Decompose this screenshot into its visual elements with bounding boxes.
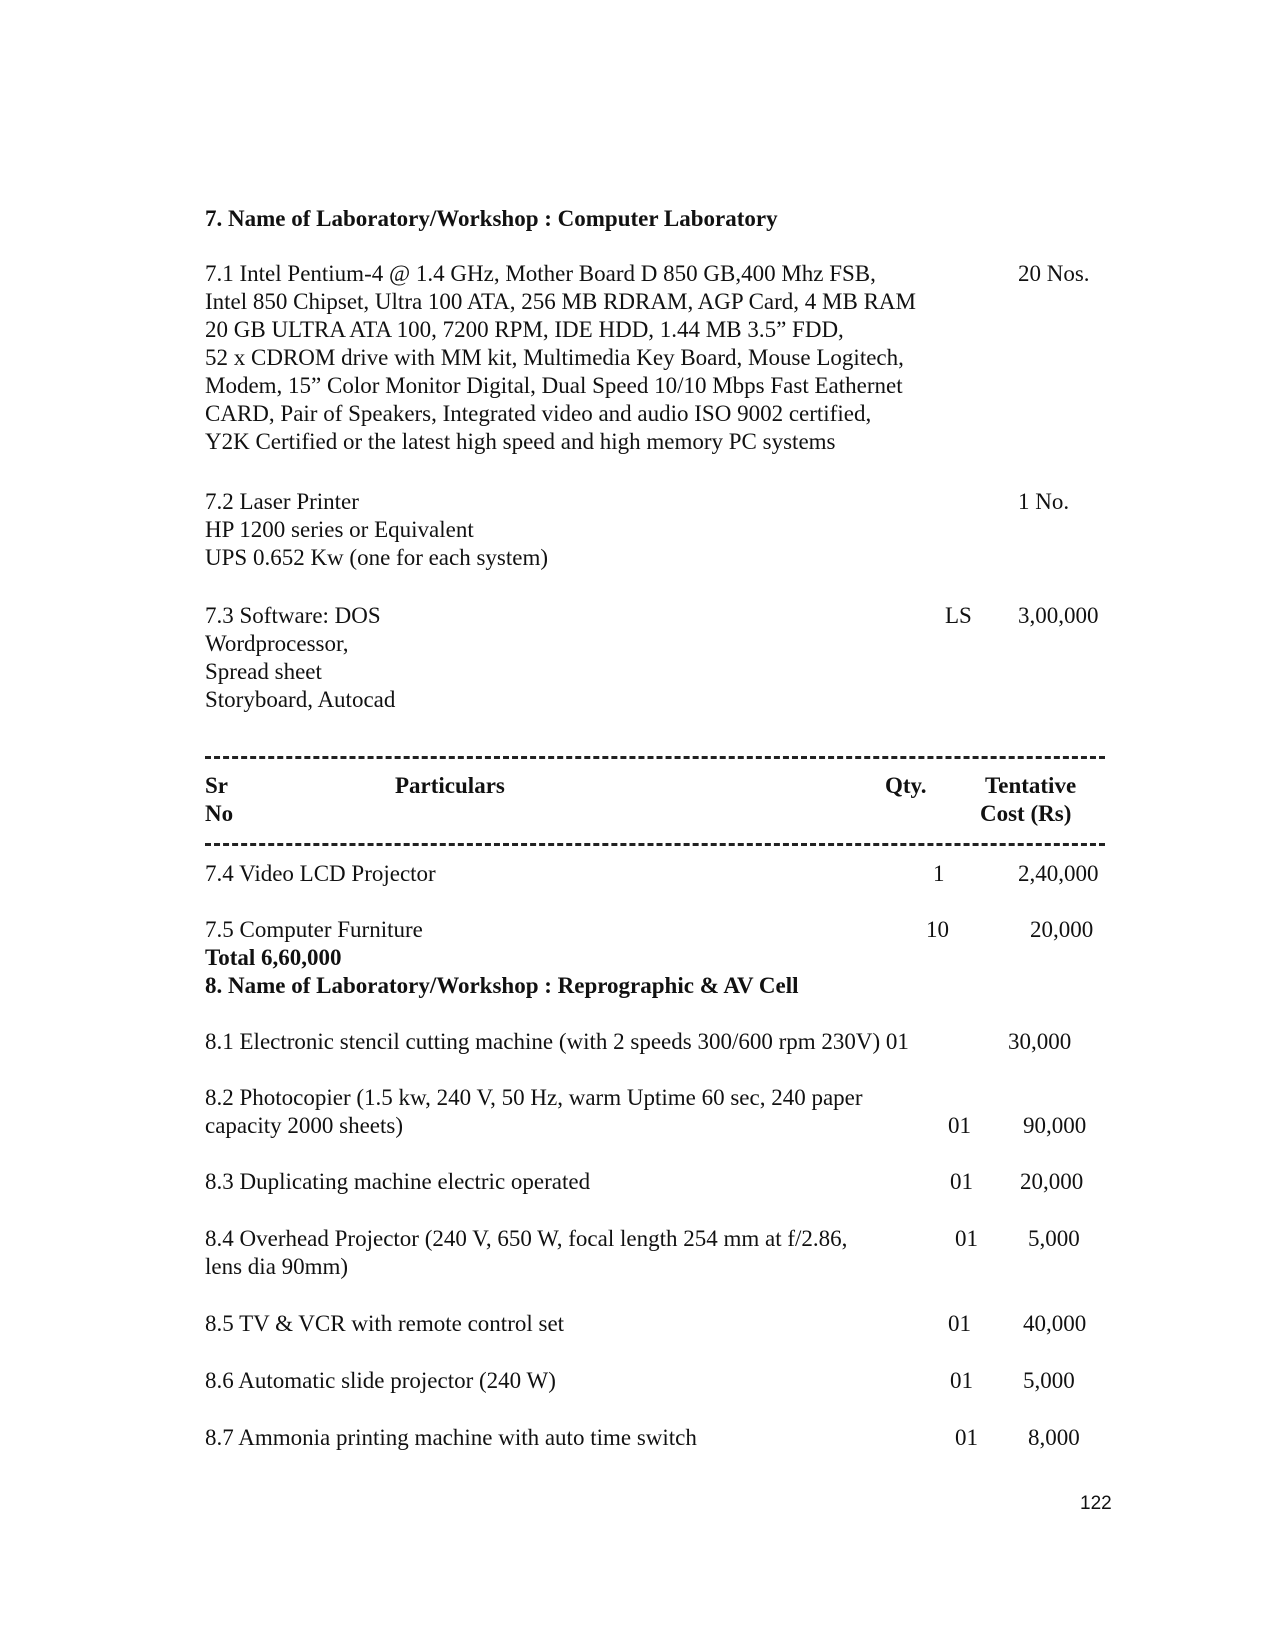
header-particulars: Particulars [395,773,505,798]
dashed-rule-bottom [205,843,1105,846]
dashed-rule-top [205,756,1105,759]
item-7-4-label: 7.4 Video LCD Projector [205,861,436,886]
item-7-3-line: Spread sheet [205,659,322,684]
item-7-3-line: 7.3 Software: DOS [205,603,381,628]
item-7-3-line: Storyboard, Autocad [205,687,396,712]
item-8-5-label: 8.5 TV & VCR with remote control set [205,1311,565,1336]
item-8-7-qty: 01 [955,1425,978,1450]
item-8-2-line: 8.2 Photocopier (1.5 kw, 240 V, 50 Hz, warm Uptime 60 sec, 240 paper [205,1085,863,1110]
header-cost-rs: Cost (Rs) [980,801,1072,826]
item-8-7-cost: 8,000 [1028,1425,1080,1450]
section-7-heading: 7. Name of Laboratory/Workshop : Computer Laboratory [205,206,778,231]
item-8-6-cost: 5,000 [1023,1368,1075,1393]
item-8-3-qty: 01 [950,1169,973,1194]
item-8-4-line: lens dia 90mm) [205,1254,349,1279]
item-8-2-cost: 90,000 [1023,1113,1087,1138]
item-7-1-line: 52 x CDROM drive with MM kit, Multimedia Key Board, Mouse Logitech, [205,345,904,370]
item-7-1-line: Intel 850 Chipset, Ultra 100 ATA, 256 MB RDRAM, AGP Card, 4 MB RAM [205,289,916,314]
item-7-1-line: 20 GB ULTRA ATA 100, 7200 RPM, IDE HDD, 1.44 MB 3.5” FDD, [205,317,844,342]
header-no: No [205,801,234,826]
item-8-4-cost: 5,000 [1028,1226,1080,1251]
item-7-3-cost: 3,00,000 [1018,603,1099,628]
item-8-1-label: 8.1 Electronic stencil cutting machine (with 2 speeds 300/600 rpm 230V) 01 [205,1029,909,1054]
item-8-2-line: capacity 2000 sheets) [205,1113,403,1138]
total-line: Total 6,60,000 [205,945,342,970]
item-8-3-cost: 20,000 [1020,1169,1084,1194]
item-8-6-label: 8.6 Automatic slide projector (240 W) [205,1368,556,1393]
item-7-5-qty: 10 [926,917,949,942]
item-8-1-cost: 30,000 [1008,1029,1072,1054]
item-7-4-qty: 1 [933,861,945,886]
item-8-2-qty: 01 [948,1113,971,1138]
item-7-1-line: Modem, 15” Color Monitor Digital, Dual Speed 10/10 Mbps Fast Eathernet [205,373,903,398]
item-7-3-qty: LS [945,603,972,628]
item-7-2-qty: 1 No. [1018,489,1070,514]
item-7-5-cost: 20,000 [1030,917,1094,942]
header-tentative: Tentative [985,773,1077,798]
page-number: 122 [1080,1493,1112,1514]
item-7-5-label: 7.5 Computer Furniture [205,917,423,942]
item-8-5-cost: 40,000 [1023,1311,1087,1336]
item-8-6-qty: 01 [950,1368,973,1393]
section-8-heading: 8. Name of Laboratory/Workshop : Reprographic & AV Cell [205,973,799,998]
item-7-4-cost: 2,40,000 [1018,861,1099,886]
item-7-1-line: 7.1 Intel Pentium-4 @ 1.4 GHz, Mother Board D 850 GB,400 Mhz FSB, [205,261,876,286]
item-8-4-qty: 01 [955,1226,978,1251]
item-7-1-line: Y2K Certified or the latest high speed and high memory PC systems [205,429,836,454]
header-qty: Qty. [885,773,927,798]
item-7-2-line: 7.2 Laser Printer [205,489,359,514]
item-7-2-line: UPS 0.652 Kw (one for each system) [205,545,549,570]
item-8-5-qty: 01 [948,1311,971,1336]
item-7-3-line: Wordprocessor, [205,631,349,656]
item-7-1-qty: 20 Nos. [1018,261,1090,286]
item-8-3-label: 8.3 Duplicating machine electric operated [205,1169,591,1194]
item-8-7-label: 8.7 Ammonia printing machine with auto time switch [205,1425,697,1450]
item-7-2-line: HP 1200 series or Equivalent [205,517,474,542]
header-sr: Sr [205,773,228,798]
item-7-1-line: CARD, Pair of Speakers, Integrated video and audio ISO 9002 certified, [205,401,872,426]
item-8-4-line: 8.4 Overhead Projector (240 V, 650 W, focal length 254 mm at f/2.86, [205,1226,848,1251]
